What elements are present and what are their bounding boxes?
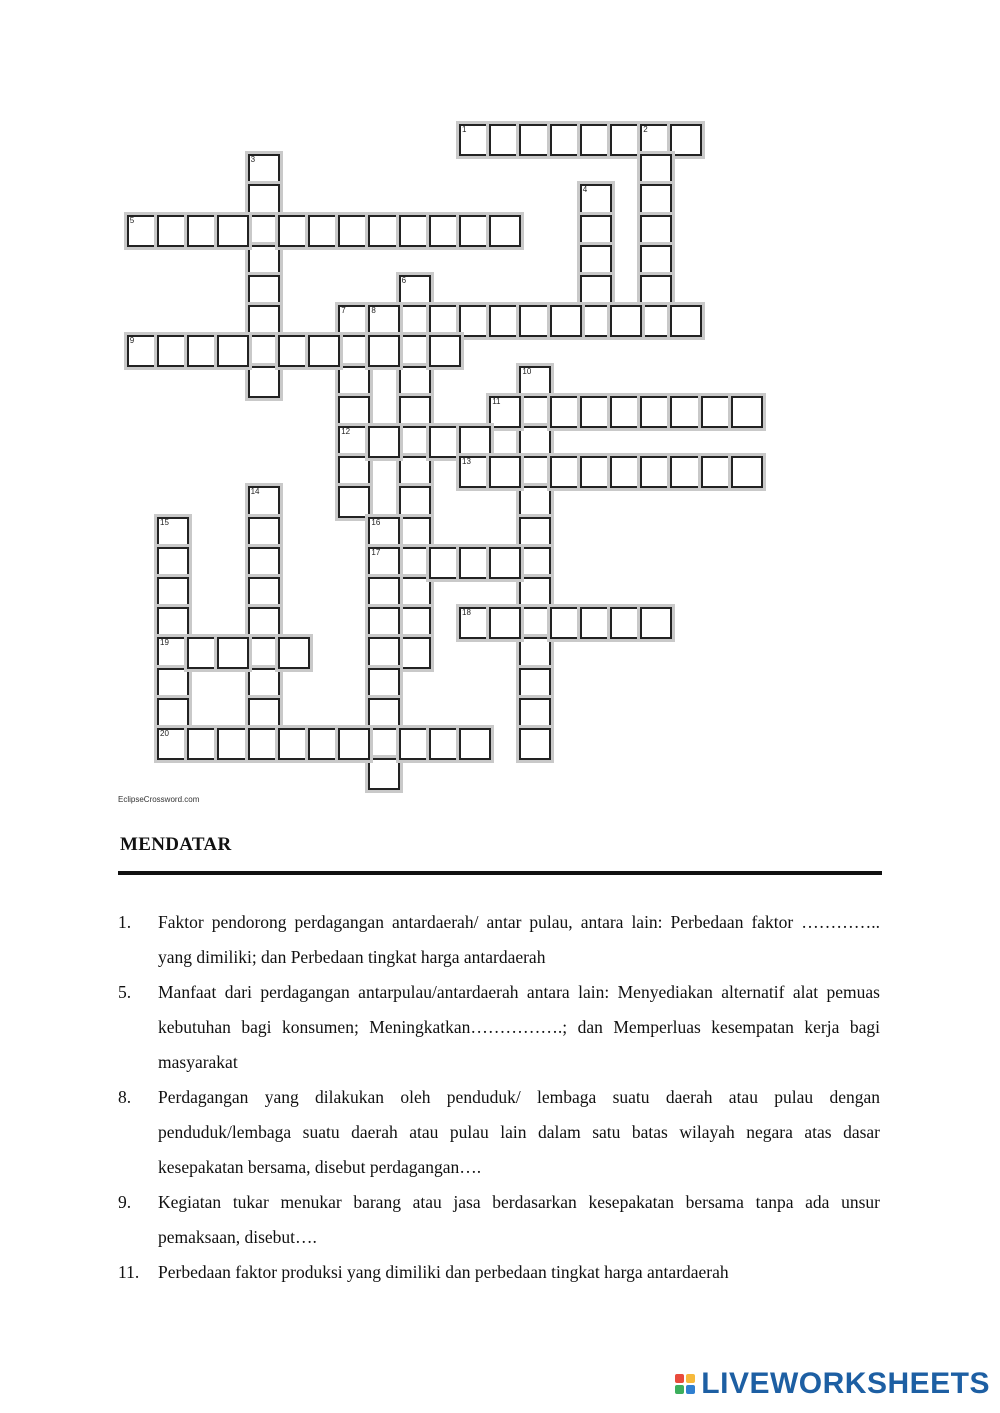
crossword-cell[interactable] [519,668,551,700]
crossword-cell[interactable] [248,668,280,700]
crossword-cell[interactable] [640,154,672,186]
crossword-cell[interactable] [459,547,491,579]
crossword-cell[interactable] [519,517,551,549]
crossword-cell[interactable] [248,486,280,518]
crossword-cell[interactable] [489,215,521,247]
cell-number: 5 [129,215,135,225]
crossword-cell[interactable] [670,456,702,488]
cell-number: 16 [371,517,381,527]
crossword-cell[interactable] [489,547,521,579]
crossword-cell[interactable] [580,215,612,247]
crossword-cell[interactable] [368,305,400,337]
crossword-cell[interactable] [248,245,280,277]
crossword-cell[interactable] [368,607,400,639]
crossword-cell[interactable] [640,396,672,428]
crossword-cell[interactable] [519,305,551,337]
crossword-cell[interactable] [278,335,310,367]
crossword-cell[interactable] [338,426,370,458]
logo-mark-square [686,1374,695,1383]
crossword-cell[interactable] [640,184,672,216]
crossword-cell[interactable] [459,215,491,247]
crossword-cell[interactable] [580,124,612,156]
crossword-cell[interactable] [248,517,280,549]
clue-number: 9. [118,1192,132,1212]
crossword-cell[interactable] [157,637,189,669]
crossword-cell[interactable] [248,547,280,579]
cell-number: 20 [160,729,169,738]
crossword-cell[interactable] [731,456,763,488]
logo-text: LIVEWORKSHEETS [701,1367,990,1400]
cell-number: 4 [582,185,588,195]
crossword-cell[interactable] [278,728,310,760]
crossword-cell[interactable] [248,728,280,760]
logo-mark-icon [675,1374,695,1394]
crossword-cell[interactable] [459,426,491,458]
crossword-cell[interactable] [248,184,280,216]
clue-number: 1. [118,912,132,932]
crossword-cell[interactable] [580,456,612,488]
logo-mark-square [675,1374,684,1383]
crossword-cell[interactable] [610,124,642,156]
crossword-cell[interactable] [519,426,551,458]
crossword-cell[interactable] [338,215,370,247]
crossword-cell[interactable] [217,335,249,367]
crossword-cell[interactable] [399,305,431,337]
cell-number: 9 [129,336,135,346]
clue-number: 5. [118,982,132,1002]
crossword-cell[interactable] [670,124,702,156]
clue-item [118,1185,880,1255]
crossword-cell[interactable] [580,245,612,277]
crossword-cell[interactable] [248,607,280,639]
cell-number: 3 [250,155,256,165]
crossword-cell[interactable] [580,275,612,307]
crossword-cell[interactable] [278,215,310,247]
crossword-cell[interactable] [610,456,642,488]
crossword-cell[interactable] [519,396,551,428]
crossword-cell[interactable] [157,668,189,700]
crossword-cell[interactable] [248,154,280,186]
clue-number: 11. [118,1262,140,1282]
crossword-cell[interactable] [368,668,400,700]
crossword-cell[interactable] [127,335,159,367]
crossword-cell[interactable] [399,426,431,458]
crossword-cell[interactable] [640,456,672,488]
crossword-cell[interactable] [368,517,400,549]
clue-text: Perdagangan yang dilakukan oleh penduduk/ lembaga suatu daerah atau pulau dengan penduduk/lembaga suatu daerah atau pulau lain dalam satu batas wilayah negara atas dasar kesepakatan bersama, disebut perdagangan…. [158,1087,880,1177]
crossword-cell[interactable] [338,305,370,337]
liveworksheets-logo[interactable] [675,1367,990,1401]
crossword-cell[interactable] [308,335,340,367]
crossword-cell[interactable] [610,607,642,639]
crossword-cell[interactable] [368,426,400,458]
crossword-cell[interactable] [580,396,612,428]
crossword-cell[interactable] [157,215,189,247]
crossword-cell[interactable] [399,456,431,488]
crossword-cell[interactable] [459,305,491,337]
crossword-cell[interactable] [580,184,612,216]
logo-mark-square [686,1385,695,1394]
cell-number: 12 [341,427,351,436]
crossword-cell[interactable] [368,335,400,367]
crossword-cell[interactable] [550,124,582,156]
crossword-cell[interactable] [550,607,582,639]
clue-text: Perbedaan faktor produksi yang dimiliki dan perbedaan tingkat harga antardaerah [158,1262,729,1282]
crossword-cell[interactable] [459,728,491,760]
crossword-cell[interactable] [640,124,672,156]
crossword-cell[interactable] [187,215,219,247]
crossword-cell[interactable] [670,305,702,337]
crossword-cell[interactable] [429,335,461,367]
crossword-cell[interactable] [459,607,491,639]
cell-number: 17 [371,547,381,557]
crossword-cell[interactable] [701,456,733,488]
crossword-cell[interactable] [248,305,280,337]
crossword-cell[interactable] [157,577,189,609]
crossword-cell[interactable] [278,637,310,669]
crossword-cell[interactable] [519,607,551,639]
crossword-cell[interactable] [640,275,672,307]
crossword-cell[interactable] [157,607,189,639]
crossword-cell[interactable] [338,366,370,398]
crossword-cell[interactable] [670,396,702,428]
logo-mark-square [675,1385,684,1394]
crossword-cell[interactable] [550,456,582,488]
crossword-cell[interactable] [640,245,672,277]
cell-number: 11 [492,396,501,406]
crossword-cell[interactable] [399,547,431,579]
cell-number: 10 [522,366,532,376]
crossword-cell[interactable] [248,577,280,609]
crossword-cell[interactable] [248,698,280,730]
crossword-cell[interactable] [640,305,672,337]
crossword-cell[interactable] [217,637,249,669]
cell-number: 8 [371,306,376,316]
crossword-cell[interactable] [429,426,461,458]
crossword-cell[interactable] [157,728,189,760]
crossword-cell[interactable] [248,637,280,669]
crossword-cell[interactable] [519,577,551,609]
crossword-credit: EclipseCrossword.com [118,795,200,804]
clue-item [118,1080,880,1185]
crossword-cell[interactable] [731,396,763,428]
crossword-cell[interactable] [399,517,431,549]
crossword-cell[interactable] [399,577,431,609]
crossword-cell[interactable] [580,305,612,337]
crossword-cell[interactable] [217,215,249,247]
crossword-cell[interactable] [157,698,189,730]
crossword-cell[interactable] [519,637,551,669]
crossword-cell[interactable] [368,637,400,669]
crossword-cell[interactable] [489,305,521,337]
crossword-cell[interactable] [248,275,280,307]
crossword-cell[interactable] [338,396,370,428]
cell-number: 14 [250,487,260,497]
crossword-cell[interactable] [519,728,551,760]
crossword-cell[interactable] [338,456,370,488]
cell-number: 7 [341,306,346,316]
crossword-cell[interactable] [368,758,400,790]
crossword-cell[interactable] [429,215,461,247]
clue-number: 8. [118,1087,132,1107]
crossword-cell[interactable] [580,607,612,639]
crossword-cell[interactable] [399,396,431,428]
crossword-cell[interactable] [610,305,642,337]
crossword-cell[interactable] [217,728,249,760]
crossword-cell[interactable] [399,728,431,760]
crossword-cell[interactable] [338,728,370,760]
crossword-cell[interactable] [519,456,551,488]
crossword-cell[interactable] [459,124,491,156]
crossword-cell[interactable] [157,547,189,579]
clue-text: Faktor pendorong perdagangan antardaerah/ antar pulau, antara lain: Perbedaan faktor ………….. yang dimiliki; dan Perbedaan tingkat harga antardaerah [158,912,880,967]
cell-number: 2 [643,125,648,134]
crossword-cell[interactable] [368,577,400,609]
crossword-cell[interactable] [399,637,431,669]
crossword-cell[interactable] [187,335,219,367]
crossword-cell[interactable] [640,215,672,247]
crossword-cell[interactable] [368,698,400,730]
crossword-cell[interactable] [338,486,370,518]
crossword-cell[interactable] [429,728,461,760]
crossword-cell[interactable] [248,366,280,398]
clue-text: Kegiatan tukar menukar barang atau jasa berdasarkan kesepakatan bersama tanpa ada unsur pemaksaan, disebut…. [158,1192,880,1247]
crossword-cell[interactable] [187,728,219,760]
crossword-cell[interactable] [459,456,491,488]
crossword-cell[interactable] [368,215,400,247]
crossword-cell[interactable] [157,517,189,549]
crossword-cell[interactable] [489,607,521,639]
crossword-cell[interactable] [489,456,521,488]
crossword-cell[interactable] [519,547,551,579]
cell-number: 6 [401,276,407,285]
crossword-cell[interactable] [308,728,340,760]
crossword-cell[interactable] [701,396,733,428]
crossword-cell[interactable] [399,486,431,518]
crossword-cell[interactable] [399,607,431,639]
crossword-cell[interactable] [519,366,551,398]
cell-number: 13 [462,457,471,467]
crossword-cell[interactable] [519,486,551,518]
crossword-cell[interactable] [399,366,431,398]
clue-text: Manfaat dari perdagangan antarpulau/antardaerah antara lain: Menyediakan alternatif alat pemuas kebutuhan bagi konsumen; Meningkatkan…………….; dan Memperluas kesempatan kerja bagi masyarakat [158,982,880,1072]
crossword-cell[interactable] [368,728,400,760]
clue-list [118,905,880,1290]
cell-number: 15 [160,517,169,527]
crossword-cell[interactable] [187,637,219,669]
cell-number: 1 [462,125,467,134]
crossword-cell[interactable] [308,215,340,247]
crossword-cell[interactable] [368,547,400,579]
crossword-cell[interactable] [399,335,431,367]
crossword-cell[interactable] [248,335,280,367]
crossword-cell[interactable] [610,396,642,428]
crossword-cell[interactable] [519,698,551,730]
crossword-cell[interactable] [550,305,582,337]
crossword-cell[interactable] [640,607,672,639]
cell-number: 18 [462,608,471,618]
crossword-cell[interactable] [519,124,551,156]
crossword-cell[interactable] [429,305,461,337]
crossword-cell[interactable] [429,547,461,579]
crossword-cell[interactable] [489,124,521,156]
clue-item [118,905,880,975]
cell-number: 19 [160,638,169,648]
crossword-cell[interactable] [127,215,159,247]
crossword-cell[interactable] [248,215,280,247]
crossword-cell[interactable] [157,335,189,367]
clue-item [118,975,880,1080]
crossword-cell[interactable] [550,396,582,428]
section-heading: MENDATAR [120,834,232,855]
crossword-cell[interactable] [399,275,431,307]
crossword-cell[interactable] [399,215,431,247]
crossword-cell[interactable] [338,335,370,367]
clue-item [118,1255,880,1290]
heading-divider [118,871,882,875]
crossword-cell[interactable] [489,396,521,428]
